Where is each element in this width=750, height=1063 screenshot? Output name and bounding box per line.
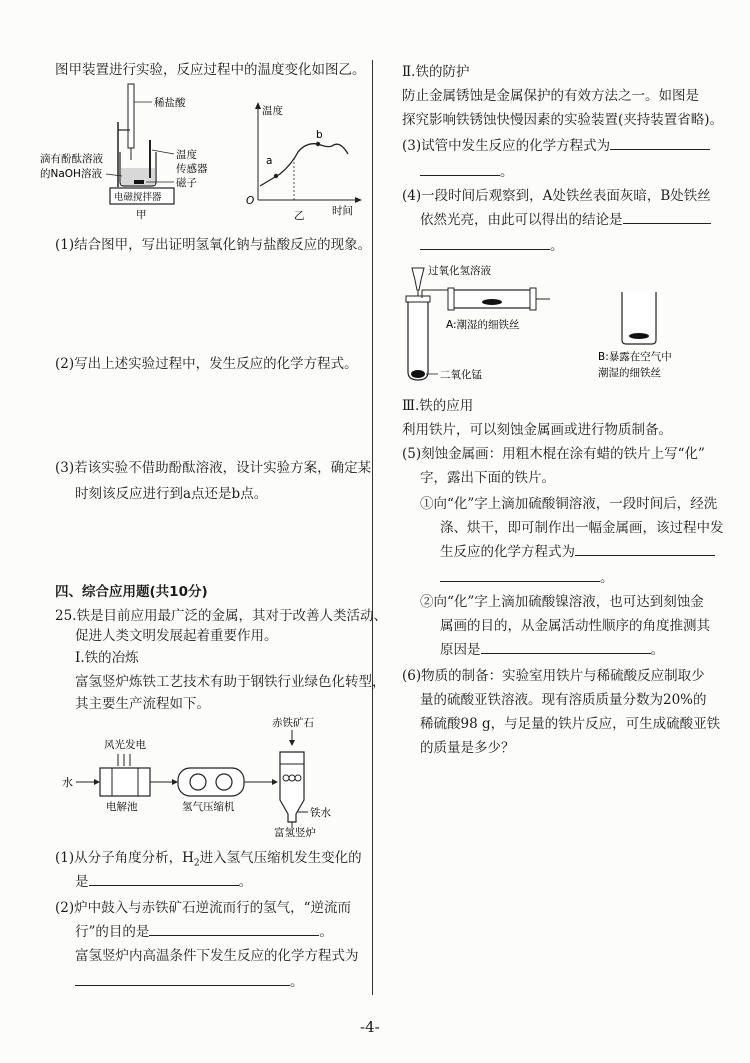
page-number: -4- xyxy=(360,1018,380,1036)
label-b1: B:暴露在空气中 xyxy=(598,351,672,363)
question-4-line3: 。 xyxy=(420,234,564,254)
question-4-line1: (4)一段时间后观察到，A处铁丝表面灰暗，B处铁丝 xyxy=(402,188,711,204)
sub-q1-line1: (1)从分子角度分析，$H_2$进入氢气压缩机发生变化的 xyxy=(55,850,362,869)
part-3-heading: Ⅲ.铁的应用 xyxy=(402,398,474,414)
part-2-line2: 探究影响铁锈蚀快慢因素的实验装置(夹持装置省略)。 xyxy=(402,112,724,128)
label-mno2: 二氧化锰 xyxy=(440,369,482,381)
question-1: (1)结合图甲，写出证明氢氧化钠与盐酸反应的现象。 xyxy=(55,237,372,253)
answer-blank[interactable] xyxy=(75,973,290,986)
column-divider xyxy=(372,60,373,995)
question-5b-line1: ②向“化”字上滴加硫酸镍溶液，也可达到刻蚀金 xyxy=(420,594,704,610)
part-1-line1: 富氢竖炉炼铁工艺技术有助于钢铁行业绿色化转型， xyxy=(75,674,386,690)
sub-q1-line2: 是 。 xyxy=(75,874,252,890)
question-3-line2: 时刻该反应进行到a点还是b点。 xyxy=(75,486,268,502)
label-temp1: 温度 xyxy=(176,149,197,161)
dropping-funnel xyxy=(412,268,424,290)
electrolyzer-box xyxy=(100,768,150,796)
compressor-box xyxy=(178,768,244,796)
question-5a-line1: ①向“化”字上滴加硫酸铜溶液，一段时间后，经洗 xyxy=(420,496,718,512)
part-2-line1: 防止金属锈蚀是金属保护的有效方法之一。如图是 xyxy=(402,88,699,104)
question-6-line1: (6)物质的制备：实验室用铁片与稀硫酸反应制取少 xyxy=(402,668,705,684)
axis-origin: O xyxy=(246,195,255,207)
corrosion-apparatus xyxy=(402,260,702,384)
point-b: b xyxy=(316,129,323,141)
answer-blank[interactable] xyxy=(575,543,715,556)
flow-iron-water: 铁水 xyxy=(310,807,331,819)
flow-wind-solar: 风光发电 xyxy=(104,739,146,751)
label-naoh: 的NaOH溶液 xyxy=(40,168,102,180)
flow-water: 水 xyxy=(62,776,73,789)
part-1-heading: Ⅰ.铁的冶炼 xyxy=(75,650,139,666)
axis-x-label: 时间 xyxy=(332,205,353,217)
question-5a-line2: 涤、烘干，即可制作出一幅金属画，该过程中发 xyxy=(440,520,724,536)
answer-blank[interactable] xyxy=(149,923,319,936)
intro-text: 图甲装置进行实验，反应过程中的温度变化如图乙。 xyxy=(55,62,366,78)
axis-y-label: 温度 xyxy=(262,105,283,117)
question-5-line1: (5)刻蚀金属画：用粗木棍在涂有蜡的铁片上写“化” xyxy=(402,446,705,462)
label-h2o2: 过氧化氢溶液 xyxy=(428,265,491,277)
answer-blank[interactable] xyxy=(420,163,500,176)
question-3-right-line2: 。 xyxy=(420,160,514,180)
answer-blank[interactable] xyxy=(623,211,711,224)
answer-blank[interactable] xyxy=(440,569,600,582)
test-tube xyxy=(408,300,428,380)
question-5-line2: 字，露出下面的铁片。 xyxy=(420,470,555,486)
answer-blank[interactable] xyxy=(481,641,651,654)
label-temp2: 传感器 xyxy=(176,163,208,175)
flow-compressor: 氢气压缩机 xyxy=(182,801,235,813)
label-magnet: 磁子 xyxy=(176,177,197,189)
question-2: (2)写出上述实验过程中，发生反应的化学方程式。 xyxy=(55,356,358,372)
answer-blank[interactable] xyxy=(610,137,710,150)
caption-jia: 甲 xyxy=(136,209,147,221)
part-1-line2: 其主要生产流程如下。 xyxy=(75,696,210,712)
label-hcl: 稀盐酸 xyxy=(154,97,186,109)
answer-blank[interactable] xyxy=(89,873,239,886)
question-4-line2: 依然光亮，由此可以得出的结论是 xyxy=(420,208,711,228)
question-5b-line3: 原因是 。 xyxy=(440,642,664,658)
flow-electrolyzer: 电解池 xyxy=(106,801,138,813)
label-stirrer: 电磁搅拌器 xyxy=(114,192,162,203)
sub-q2-line2: 行”的目的是 。 xyxy=(75,924,333,940)
sub-q2-line3: 富氢竖炉内高温条件下发生反应的化学方程式为 xyxy=(75,948,359,964)
sub-q2-line4: 。 xyxy=(75,970,304,990)
question-5a-line3: 生反应的化学方程式为 xyxy=(440,540,715,560)
question-6-line4: 的质量是多少？ xyxy=(420,740,515,756)
flow-hematite: 赤铁矿石 xyxy=(272,717,314,729)
part-3-line1: 利用铁片，可以刻蚀金属画或进行物质制备。 xyxy=(402,422,672,438)
question-5a-line4: 。 xyxy=(440,566,614,586)
point-a: a xyxy=(266,155,273,167)
sub-q2-line1: (2)炉中鼓入与赤铁矿石逆流而行的氢气，“逆流而 xyxy=(55,900,352,916)
question-3-line1: (3)若该实验不借助酚酞溶液，设计实验方案，确定某 xyxy=(55,460,372,476)
part-2-heading: Ⅱ.铁的防护 xyxy=(402,64,470,80)
flow-diagram xyxy=(60,712,360,838)
question-6-line3: 稀硫酸98 g，与足量的铁片反应，可生成硫酸亚铁 xyxy=(420,716,721,732)
temperature-curve xyxy=(260,144,348,186)
magnet xyxy=(134,180,144,184)
q25-line2: 促进人类文明发展起着重要作用。 xyxy=(75,628,278,644)
caption-yi: 乙 xyxy=(294,210,305,222)
label-b2: 潮湿的细铁丝 xyxy=(598,367,661,379)
label-tube-a: A:潮湿的细铁丝 xyxy=(446,319,520,331)
question-6-line2: 量的硫酸亚铁溶液。现有溶质质量分数为20%的 xyxy=(420,692,707,708)
flow-furnace: 富氢竖炉 xyxy=(274,827,316,838)
burette xyxy=(128,84,134,148)
question-3-right: (3)试管中发生反应的化学方程式为 xyxy=(402,134,710,154)
q25-line1: 25.铁是目前应用最广泛的金属，其对于改善人类活动、 xyxy=(55,608,387,624)
question-5b-line2: 属画的目的，从金属活动性顺序的角度推测其 xyxy=(440,618,710,634)
section-4-heading: 四、综合应用题(共10分) xyxy=(55,584,208,600)
figure-yi xyxy=(240,100,365,222)
figure-jia xyxy=(40,82,250,222)
label-phenol: 滴有酚酞溶液 xyxy=(40,153,103,165)
answer-blank[interactable] xyxy=(420,237,550,250)
